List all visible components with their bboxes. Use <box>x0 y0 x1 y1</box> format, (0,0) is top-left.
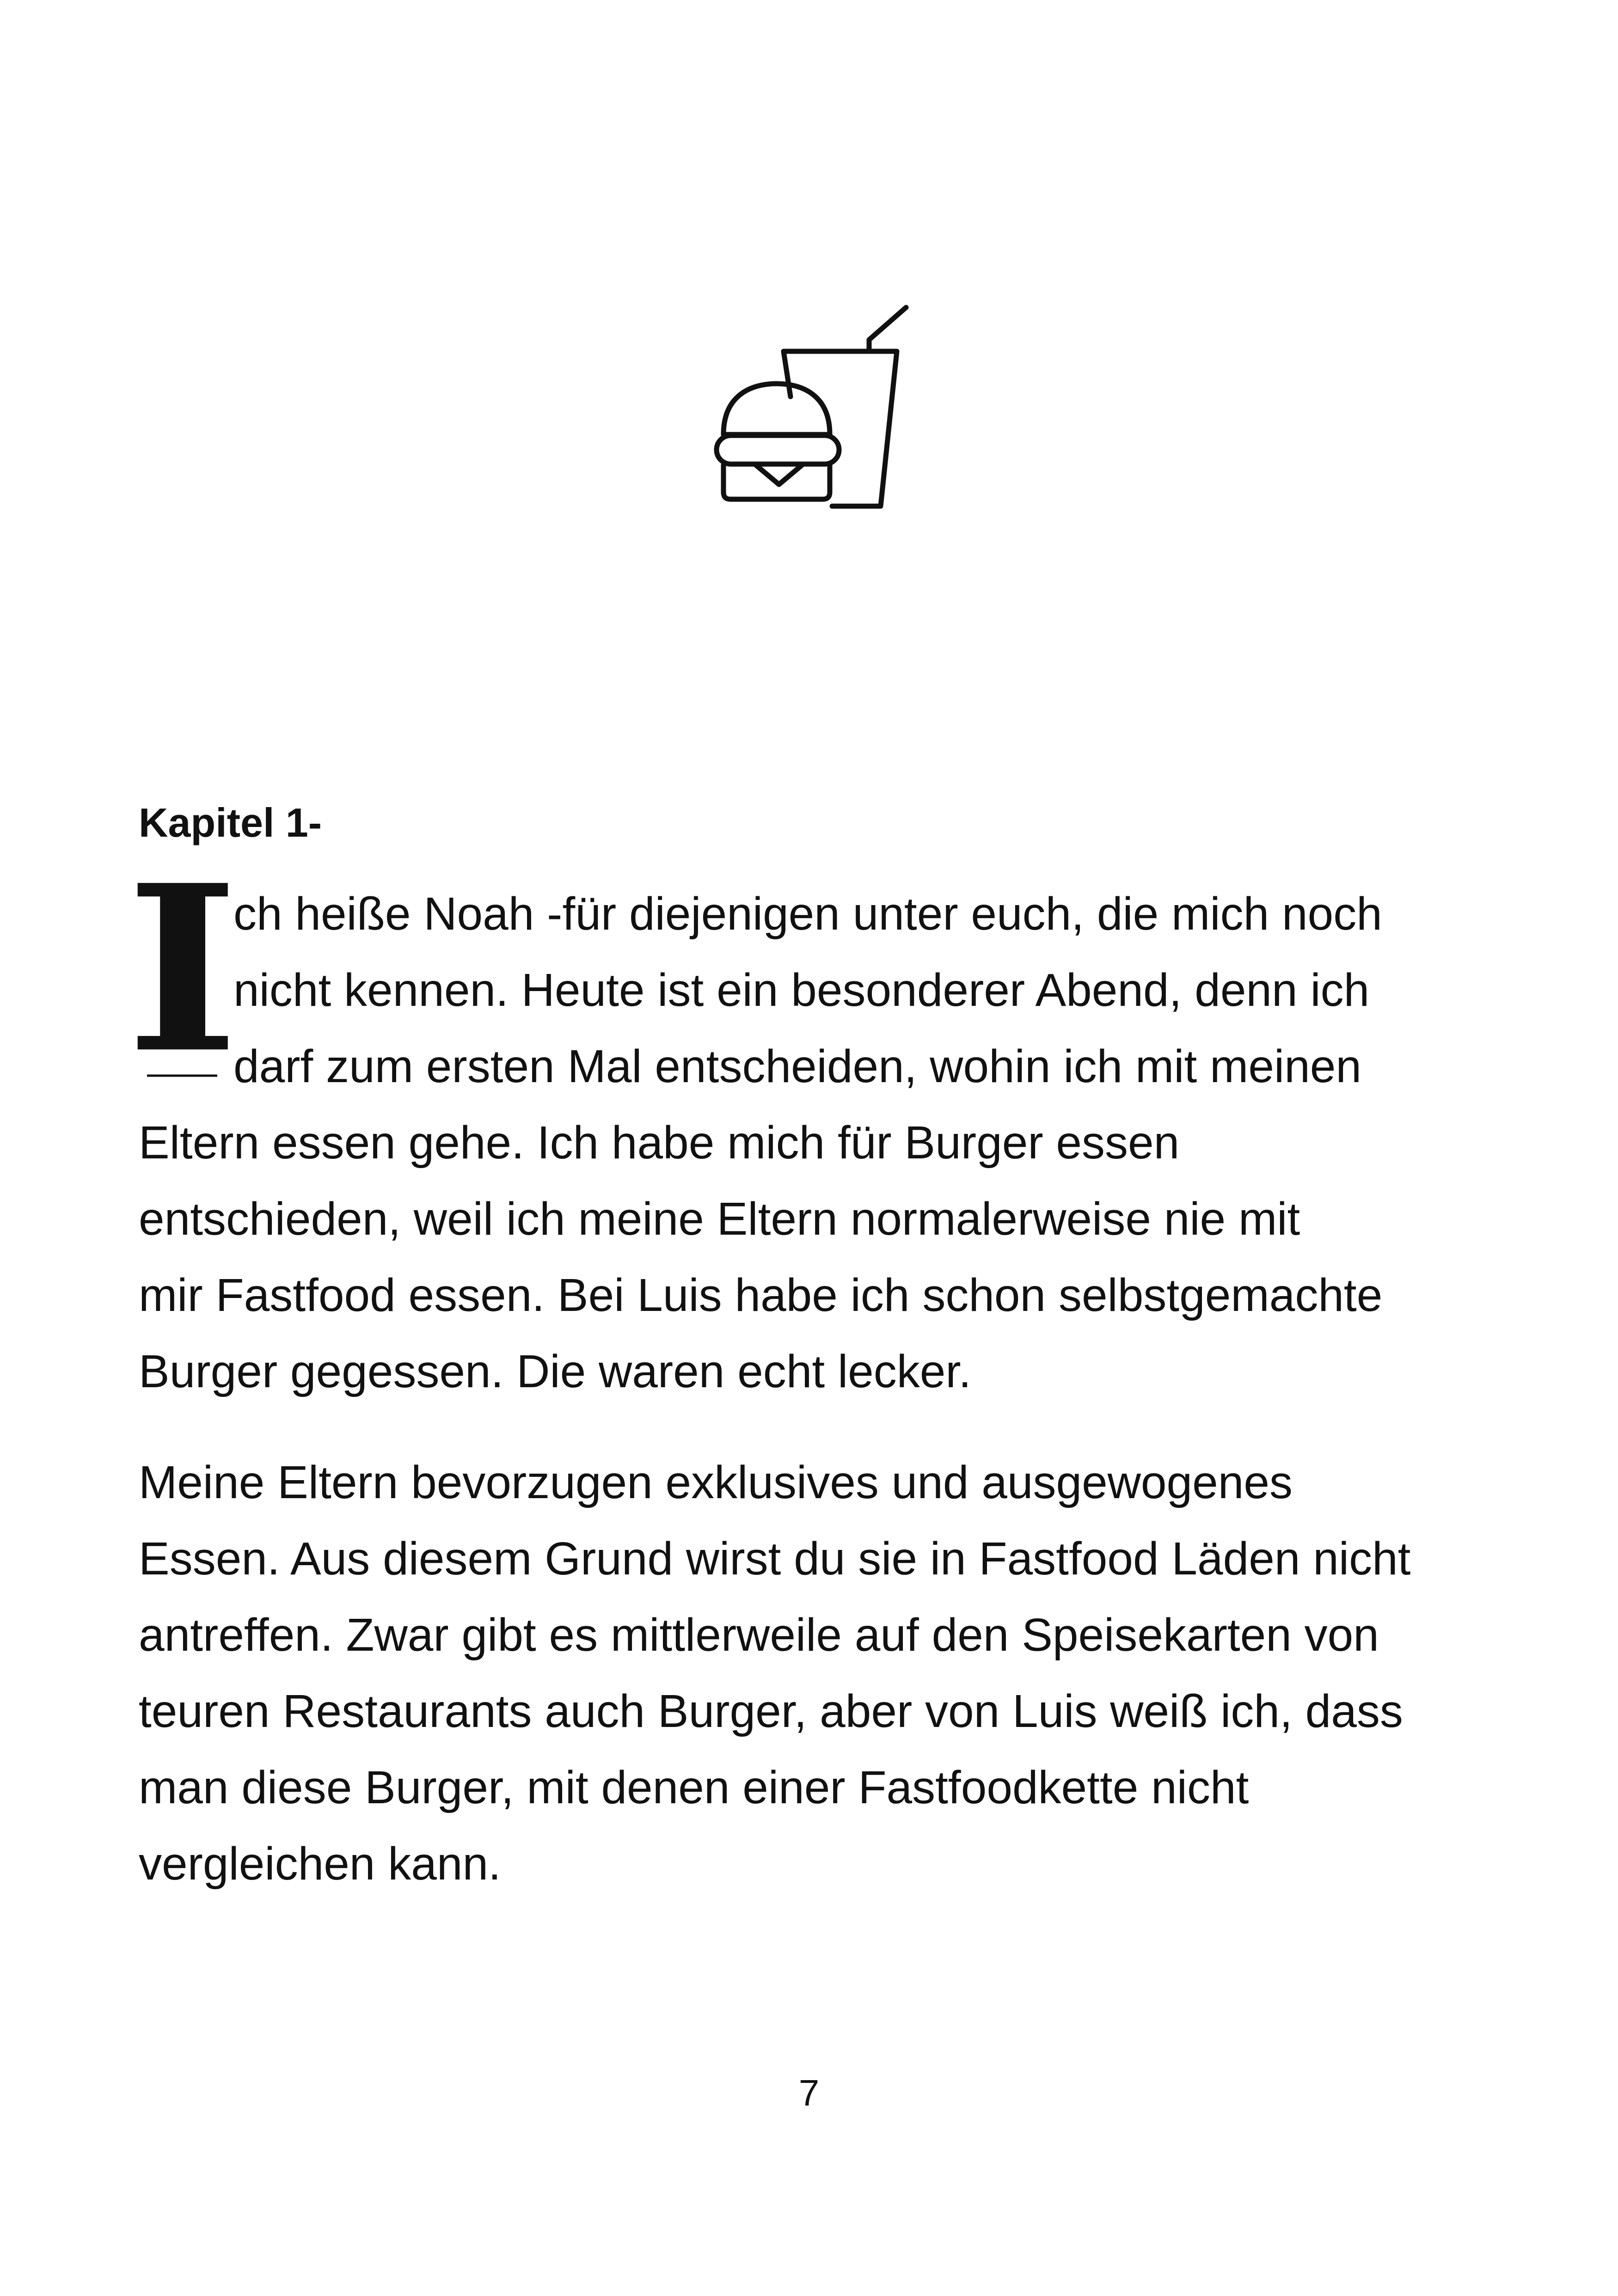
paragraph-line: man diese Burger, mit denen einer Fastfoodkette nicht <box>139 1762 1249 1813</box>
page-number: 7 <box>798 2072 820 2113</box>
paragraph-line: mir Fastfood essen. Bei Luis habe ich schon selbstgemachte <box>139 1269 1383 1321</box>
paragraph-1 <box>139 876 1502 1410</box>
paragraph-line: antreffen. Zwar gibt es mittlerweile auf den Speisekarten von <box>139 1609 1379 1661</box>
paragraph-line: Eltern essen gehe. Ich habe mich für Burger essen <box>139 1117 1180 1169</box>
paragraph-line: ch heiße Noah -für diejenigen unter euch, die mich noch <box>233 888 1382 940</box>
paragraph-2 <box>139 1445 1502 1902</box>
drop-cap-letter: I <box>126 835 239 1104</box>
paragraph-line: teuren Restaurants auch Burger, aber von Luis weiß ich, dass <box>139 1685 1403 1737</box>
chapter-title: Kapitel 1- <box>139 800 322 845</box>
paragraph-line: darf zum ersten Mal entscheiden, wohin ich mit meinen <box>233 1041 1362 1092</box>
paragraph-line: entschieden, weil ich meine Eltern normalerweise nie mit <box>139 1193 1300 1245</box>
paragraph-line: nicht kennen. Heute ist ein besonderer Abend, denn ich <box>233 964 1370 1016</box>
paragraph-line: vergleichen kann. <box>139 1838 501 1890</box>
paragraph-line: Meine Eltern bevorzugen exklusives und ausgewogenes <box>139 1457 1293 1508</box>
paragraph-line: Essen. Aus diesem Grund wirst du sie in Fastfood Läden nicht <box>139 1533 1411 1585</box>
burger-and-drink-icon <box>705 296 918 518</box>
paragraph-line: Burger gegessen. Die waren echt lecker. <box>139 1346 971 1397</box>
